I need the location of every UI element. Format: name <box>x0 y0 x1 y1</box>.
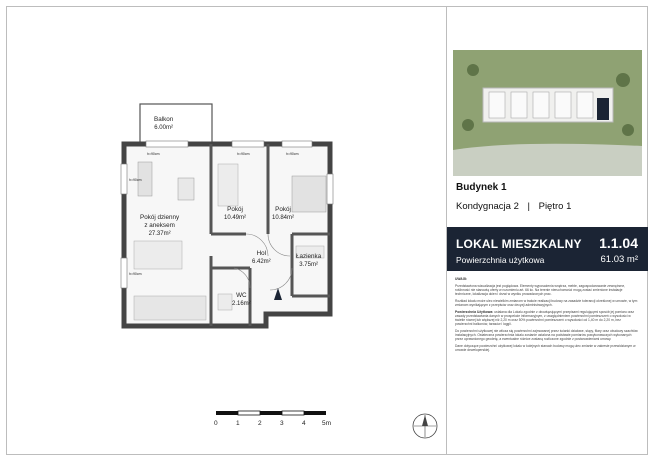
level-row <box>456 201 571 212</box>
window-mark: h=90cm <box>286 152 299 156</box>
window-mark: h=90cm <box>129 178 142 182</box>
room-label-living: Pokój dzienny z aneksem 27.37m² <box>140 214 180 237</box>
notes-heading: UWAGI: <box>455 277 468 281</box>
building-name: Budynek 1 <box>456 182 507 193</box>
room-label-balcony: Balkon 6.00m² <box>154 116 174 131</box>
scale-bar <box>212 408 342 438</box>
floor-plan-panel <box>6 6 447 455</box>
window-mark: h=90cm <box>237 152 250 156</box>
notes-paragraph: Przedstawiona wizualizacja jest poglądowa. Elementy wyposażenia wnętrza, meble, zagospodarowanie zewnętrzne, roślinność nie stanowią oferty w rozumieniu art. 66 kc. Na terenie nieruchomości mogą zostać zmienione instalacje techniczne, lokalizacja okien i drzwi w wyniku prowadzonych prac. <box>455 283 626 297</box>
window-east <box>327 174 333 204</box>
balcony-outline <box>140 104 212 144</box>
notes-paragraph: Do powierzchni użytkowej nie wlicza się powierzchni zajmowanej przez ścianki działowe, słupy, filary oraz obudowy szachtów instalacyjnych. Ostateczna powierzchnia lokalu zostanie ustalona na podstawie pomiarów powykonawczych wykonanych przez uprawnionego geodetę, a ewentualne różnice zostaną rozliczone zgodnie z postanowieniami umowy. <box>455 329 638 342</box>
site-aerial-map <box>453 50 642 176</box>
room-label-wc: WC 2.16m² <box>232 292 251 307</box>
window-west-1 <box>121 164 127 194</box>
scale-tick-label: 2 <box>258 420 262 427</box>
window-living <box>146 141 188 147</box>
room-label-bathroom: Łazienka 3.75m² <box>296 253 322 268</box>
unit-type: LOKAL MIESZKALNY <box>456 237 582 251</box>
scale-tick-label: 5m <box>322 420 332 427</box>
room-label-hall: Hol 6.42m² <box>252 250 271 265</box>
armchair <box>178 178 194 200</box>
kitchen-counter <box>134 296 206 320</box>
scale-tick-label: 1 <box>236 420 240 427</box>
notes-paragraph: Powierzchnia Użytkowa: ustalana dla Lokalu zgodnie z obowiązującymi przepisami regulującymi sposób jej pomiaru oraz zasady przedstawiania danych w prospekcie informacyjnym, z uwzględnieniem powierzchni pomieszczeń o wysokości w świetle równej lub większej niż 2,20 m oraz 50% powierzchni pomieszczeń o wysokości od 1,40 m do 2,20 m, bez powierzchni balkonów, tarasów i loggii. <box>455 309 635 327</box>
desk-room1 <box>218 164 238 206</box>
floor-plan-drawing <box>6 6 447 455</box>
storey-label: Kondygnacja 2 <box>456 201 519 212</box>
site-aerial-graphic <box>453 50 642 176</box>
notes-paragraph: Dane dotyczące powierzchni użytkowej lokalu w kolejnych stanach budowy mogą ulec zmianie w zakresie przewidzianym w umowie deweloperskiej. <box>455 344 636 353</box>
unit-number: 1.1.04 <box>599 235 638 251</box>
window-mark: h=90cm <box>147 152 160 156</box>
notes-paragraph: Rozkład lokalu może ulec niewielkim zmianom w trakcie realizacji budowy na zasadzie tolerancji określonej w umowie, w tym zmianom wynikającym z przepisów oraz decyzji administracyjnych. <box>455 298 638 308</box>
unit-banner <box>447 227 648 271</box>
scale-tick-label: 3 <box>280 420 284 427</box>
north-compass-icon <box>411 412 439 440</box>
window-room1 <box>232 141 264 147</box>
bed <box>292 176 326 212</box>
room-label-room1: Pokój 10.49m² <box>224 206 247 221</box>
window-west-2 <box>121 258 127 288</box>
window-room2 <box>282 141 312 147</box>
legal-notes <box>455 277 638 355</box>
floor-label: Piętro 1 <box>538 201 572 212</box>
scale-tick-label: 0 <box>214 420 218 427</box>
window-mark: h=90cm <box>129 272 142 276</box>
info-panel <box>447 6 648 455</box>
wc-toilet <box>218 294 232 310</box>
room-label-room2: Pokój 10.84m² <box>272 206 295 221</box>
unit-area-value: 61.03 m² <box>600 254 638 265</box>
unit-area-label: Powierzchnia użytkowa <box>456 255 545 265</box>
scale-tick-label: 4 <box>302 420 306 427</box>
notes-subheading: Powierzchnia Użytkowa: <box>455 309 494 314</box>
level-separator: | <box>527 201 530 212</box>
